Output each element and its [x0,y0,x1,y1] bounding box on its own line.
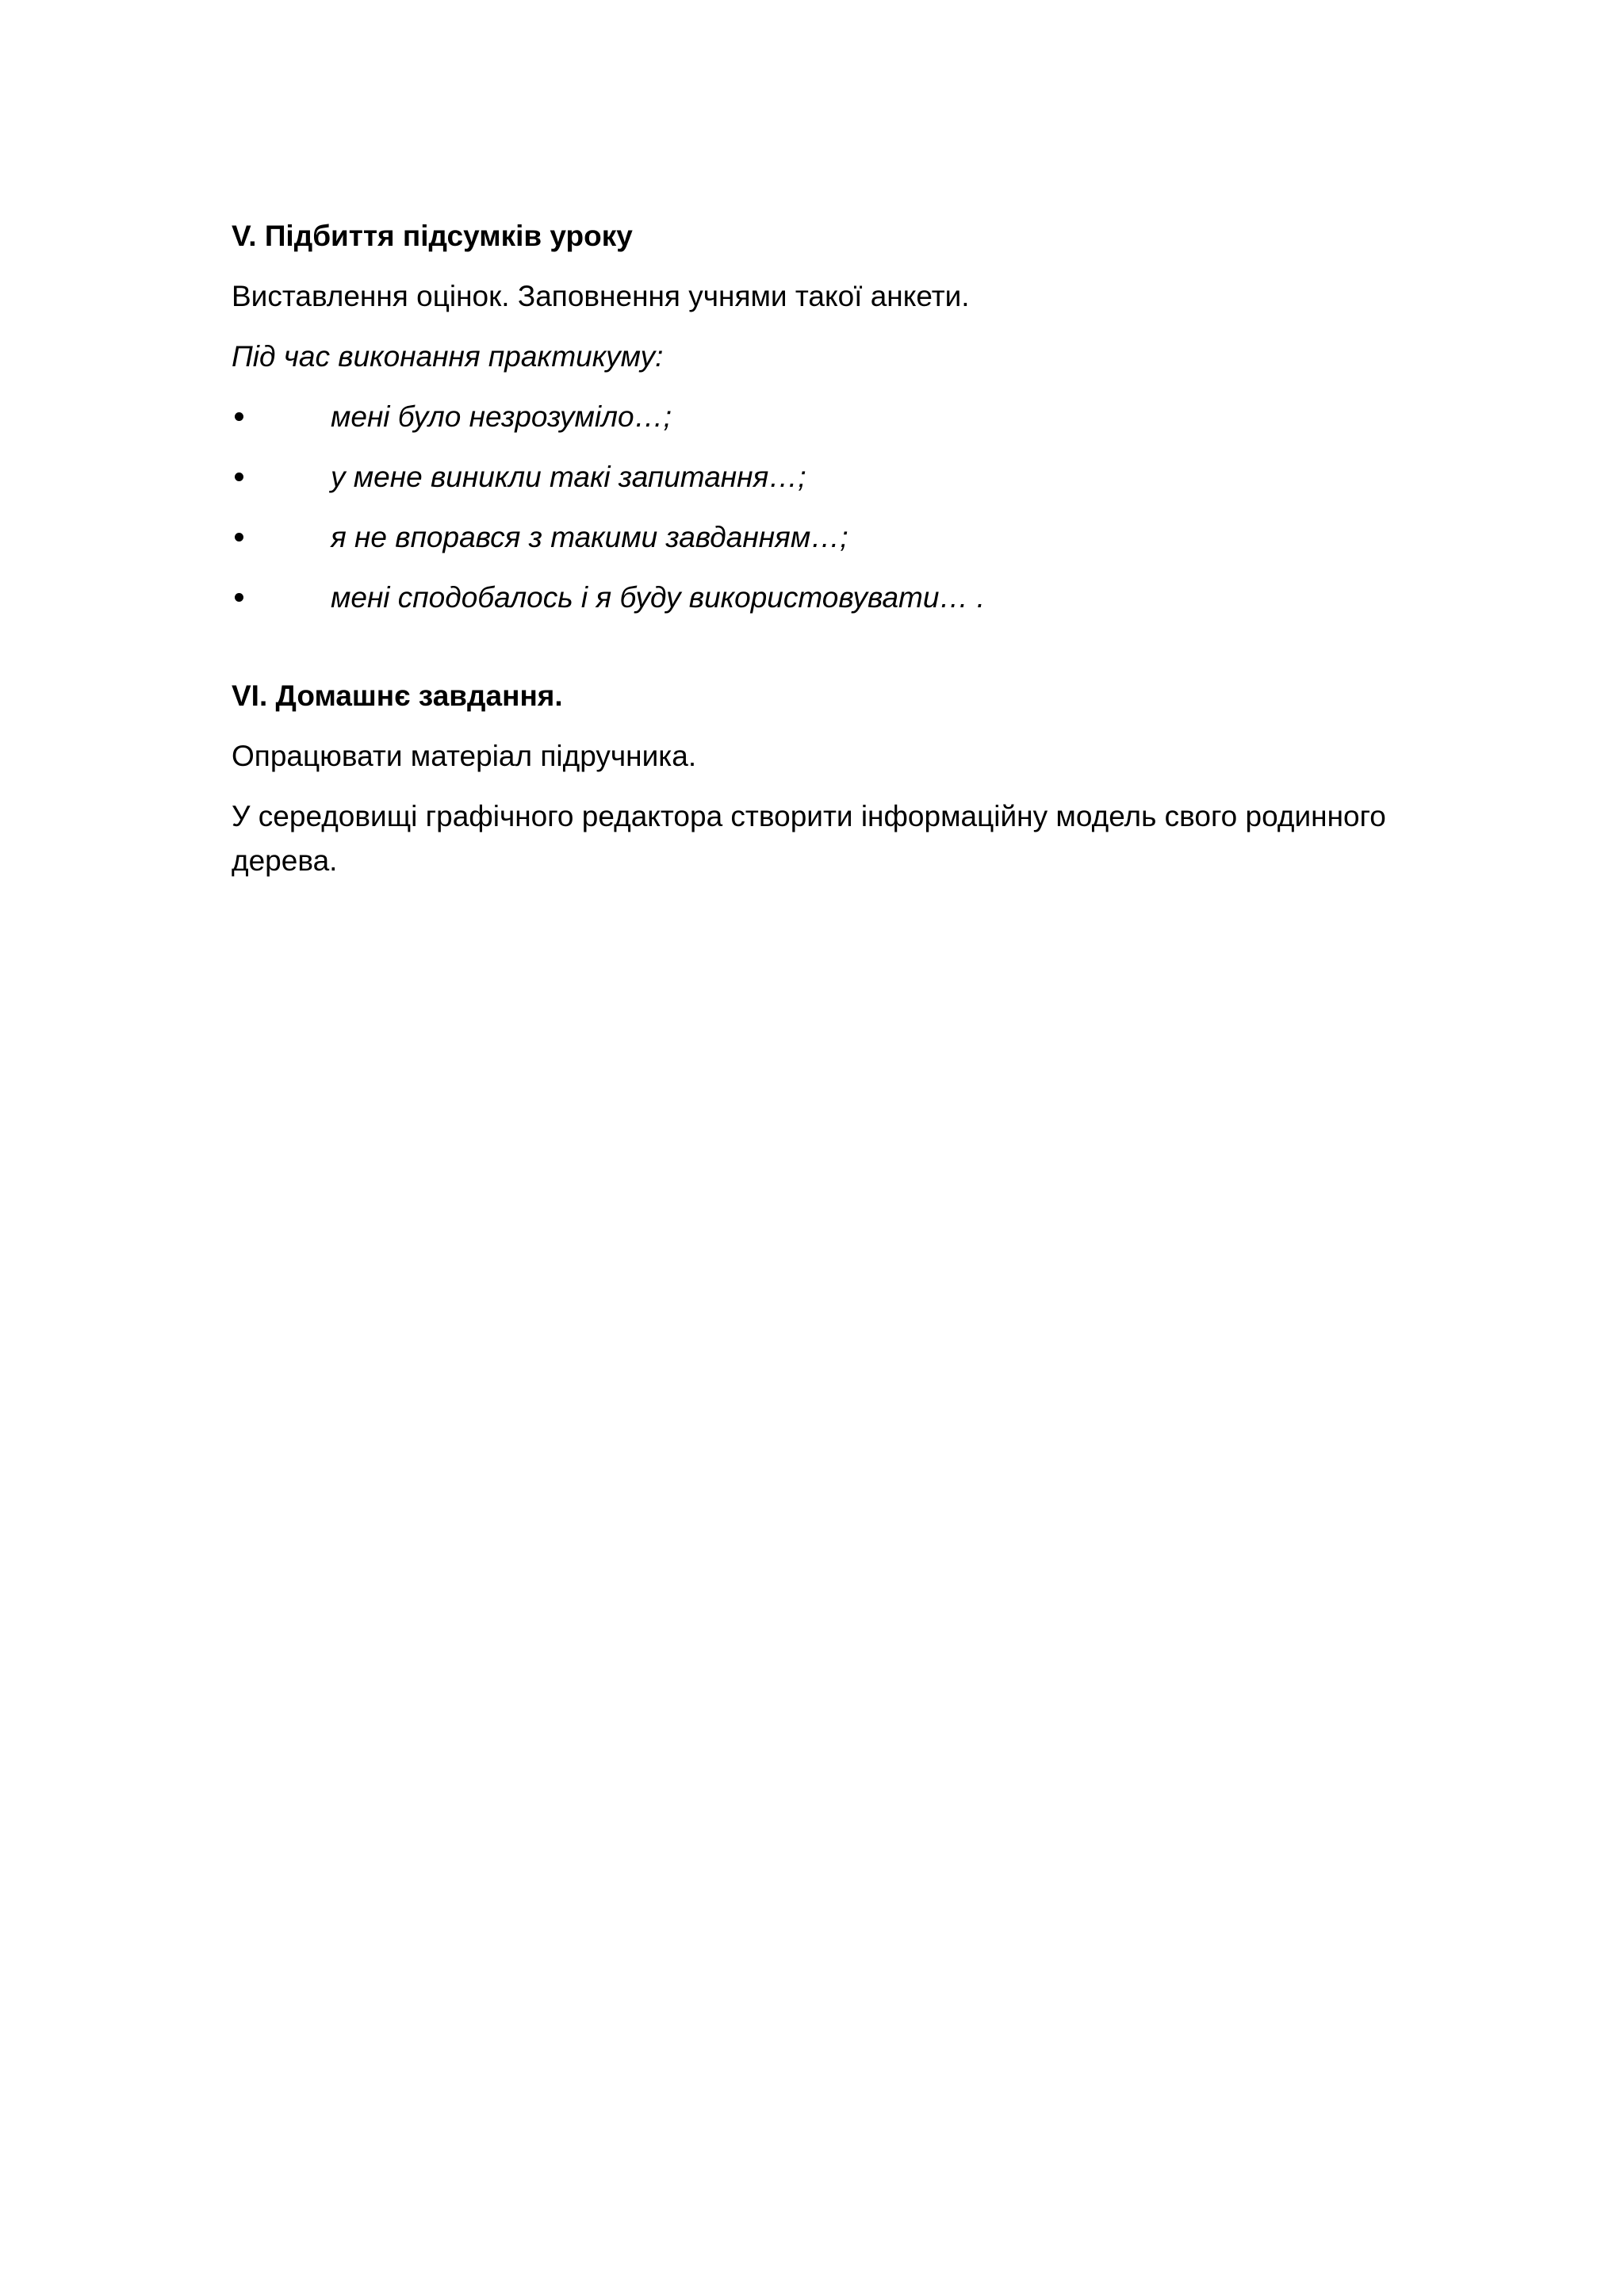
bullet-icon [235,533,243,541]
section-title-summary: V. Підбиття підсумків уроку [232,220,633,252]
homework-paragraph: Опрацювати матеріал підручника. [232,740,697,772]
survey-item-text: у мене виникли такі запитання…; [331,461,806,493]
section-spacer [232,636,1437,674]
grading-paragraph: Виставлення оцінок. Заповнення учнями такої анкети. [232,280,970,312]
bullet-icon [235,593,243,602]
document-content [232,214,1437,883]
survey-item-text: мені було незрозуміло…; [331,400,672,433]
survey-lead: Під час виконання практикуму: [232,340,664,373]
survey-item-text: я не впорався з такими завданням…; [331,521,848,553]
survey-item [232,576,1437,620]
section-title-homework: VI. Домашнє завдання. [232,679,563,712]
survey-item [232,395,1437,439]
homework-paragraph: У середовищі графічного редактора створити інформаційну модель свого родинного дерева. [232,800,1386,877]
survey-item [232,515,1437,560]
bullet-icon [235,473,243,481]
bullet-icon [235,412,243,421]
survey-list [232,395,1437,620]
survey-item-text: мені сподобалось і я буду використовувати… . [331,581,985,614]
survey-item [232,455,1437,499]
